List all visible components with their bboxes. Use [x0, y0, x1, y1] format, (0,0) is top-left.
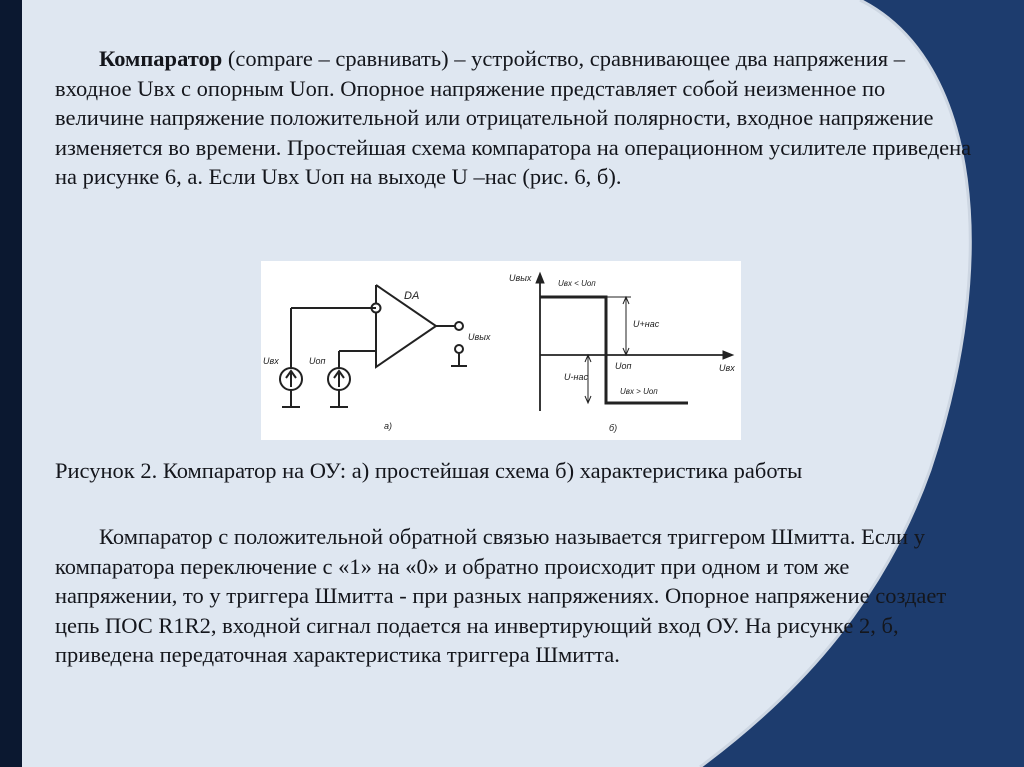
- ground-terminal: [455, 345, 463, 353]
- y-axis-arrow-icon: [536, 273, 544, 283]
- cond-low-label: Uвх < Uоп: [558, 279, 596, 288]
- figure-caption: Рисунок 2. Компаратор на ОУ: а) простейшая схема б) характеристика работы: [55, 458, 803, 483]
- schematic-uin-label: Uвх: [263, 356, 279, 366]
- usat-pos-label: U+нас: [633, 319, 660, 329]
- reference-arrow-icon: [334, 371, 344, 387]
- comparator-schematic: [280, 285, 467, 407]
- cond-high-label: Uвх > Uоп: [620, 387, 658, 396]
- term-comparator: Компаратор: [99, 46, 223, 71]
- paragraph-comparator-definition: [55, 44, 975, 192]
- output-terminal: [455, 322, 463, 330]
- da-label: DA: [404, 290, 420, 302]
- paragraph-1-text: (compare – сравнивать) – устройство, сравнивающее два напряжения – входное Uвх с опорным Uоп. Опорное напряжение представляет собой неизменное по величине напряжение положительной или отрицательной полярности, входное напряжение изменяется во времени. Простейшая схема компаратора на операционном усилителе приведена на рисунке 6, а. Если Uвх Uоп на выходе U –нас (рис. 6, б).: [55, 46, 972, 190]
- x-axis-arrow-icon: [723, 351, 733, 359]
- figure-comparator: [261, 261, 741, 440]
- usat-neg-label: U-нас: [564, 372, 588, 382]
- graph-sublabel: б): [609, 423, 618, 433]
- schematic-uout-label: Uвых: [468, 332, 491, 342]
- schematic-uref-label: Uоп: [309, 356, 326, 366]
- schematic-sublabel: а): [384, 421, 393, 431]
- graph-uref-label: Uоп: [615, 361, 632, 371]
- paragraph-schmitt-trigger: Компаратор с положительной обратной связью называется триггером Шмитта. Если у компаратора переключение с «1» на «0» и обратно происходит при одном и том же напряжении, то у триггера Шмитта - при разных напряжениях. Опорное напряжение создает цепь ПОС R1R2, входной сигнал подается на инвертирующий вход ОУ. На рисунке 2, б, приведена передаточная характеристика триггера Шмитта.: [55, 524, 947, 668]
- input-arrow-icon: [286, 371, 296, 387]
- graph-x-axis-label: Uвх: [719, 363, 735, 373]
- graph-y-axis-label: Uвых: [509, 273, 532, 283]
- figure-drawing: [261, 261, 741, 440]
- transfer-characteristic-line: [540, 297, 688, 403]
